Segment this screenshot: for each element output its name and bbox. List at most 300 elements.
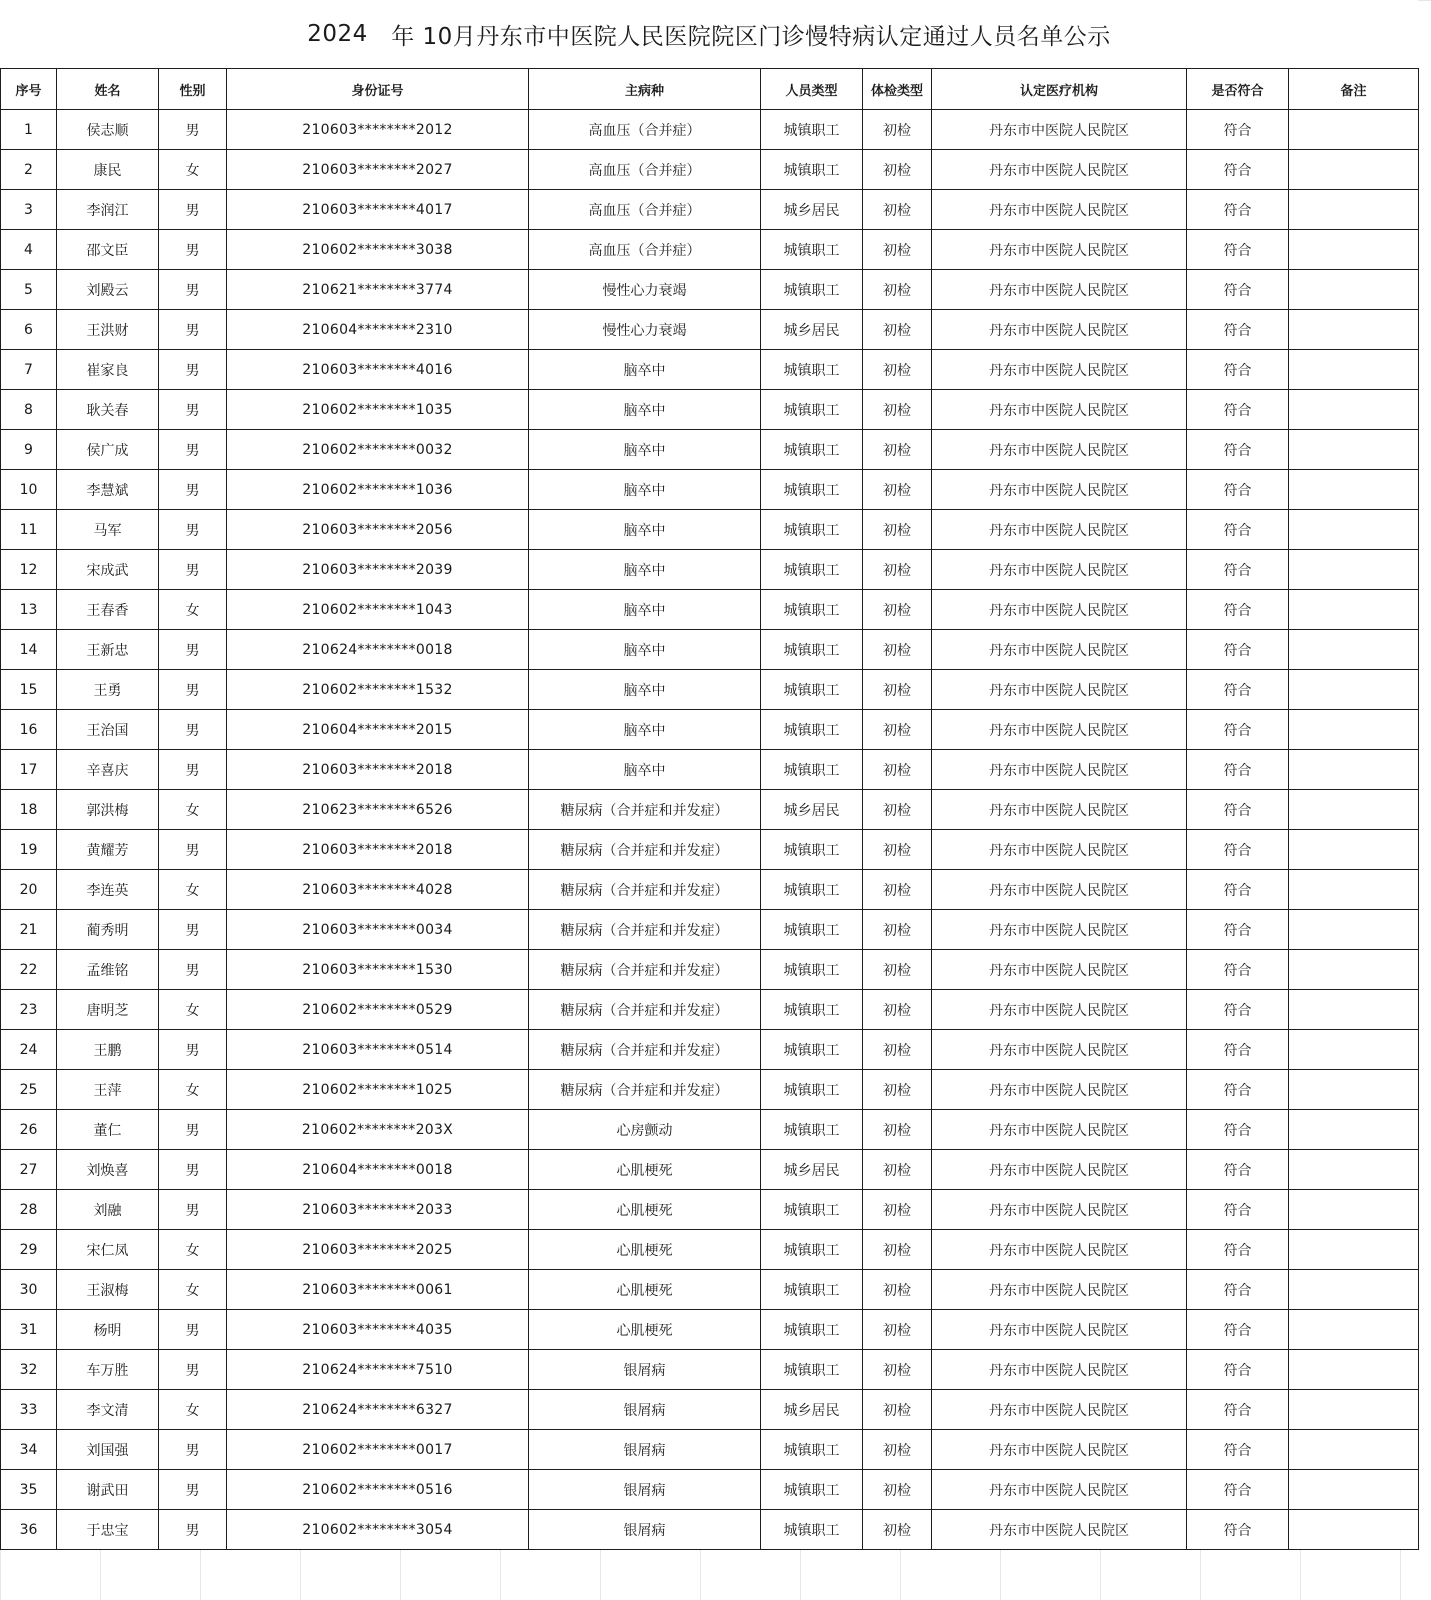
cell-gender[interactable]: 男 [159, 1030, 227, 1070]
cell-main-disease[interactable]: 心肌梗死 [529, 1230, 761, 1270]
cell-gender[interactable]: 女 [159, 150, 227, 190]
cell-gender[interactable]: 男 [159, 430, 227, 470]
header-qualified[interactable]: 是否符合 [1187, 69, 1289, 110]
cell-id-number[interactable]: 210602********203X [227, 1110, 529, 1150]
cell-seq[interactable]: 20 [1, 870, 57, 910]
cell-remarks[interactable] [1289, 1470, 1419, 1510]
cell-seq[interactable]: 23 [1, 990, 57, 1030]
cell-gender[interactable]: 男 [159, 350, 227, 390]
cell-seq[interactable]: 7 [1, 350, 57, 390]
header-person-type[interactable]: 人员类型 [761, 69, 863, 110]
cell-qualified[interactable]: 符合 [1187, 1350, 1289, 1390]
cell-exam-type[interactable]: 初检 [863, 910, 932, 950]
cell-institution[interactable]: 丹东市中医院人民院区 [932, 950, 1187, 990]
cell-person-type[interactable]: 城镇职工 [761, 390, 863, 430]
cell-person-type[interactable]: 城镇职工 [761, 1310, 863, 1350]
cell-person-type[interactable]: 城镇职工 [761, 1270, 863, 1310]
cell-seq[interactable]: 24 [1, 1030, 57, 1070]
cell-exam-type[interactable]: 初检 [863, 950, 932, 990]
cell-remarks[interactable] [1289, 1310, 1419, 1350]
cell-main-disease[interactable]: 脑卒中 [529, 350, 761, 390]
cell-person-type[interactable]: 城镇职工 [761, 710, 863, 750]
cell-name[interactable]: 侯志顺 [57, 110, 159, 150]
cell-person-type[interactable]: 城镇职工 [761, 1230, 863, 1270]
cell-remarks[interactable] [1289, 1430, 1419, 1470]
cell-remarks[interactable] [1289, 750, 1419, 790]
cell-seq[interactable]: 6 [1, 310, 57, 350]
cell-institution[interactable]: 丹东市中医院人民院区 [932, 150, 1187, 190]
cell-id-number[interactable]: 210603********0061 [227, 1270, 529, 1310]
cell-id-number[interactable]: 210603********2018 [227, 750, 529, 790]
cell-gender[interactable]: 女 [159, 590, 227, 630]
cell-main-disease[interactable]: 心肌梗死 [529, 1150, 761, 1190]
cell-qualified[interactable]: 符合 [1187, 710, 1289, 750]
cell-name[interactable]: 谢武田 [57, 1470, 159, 1510]
cell-remarks[interactable] [1289, 390, 1419, 430]
cell-main-disease[interactable]: 心肌梗死 [529, 1270, 761, 1310]
cell-main-disease[interactable]: 脑卒中 [529, 670, 761, 710]
cell-id-number[interactable]: 210621********3774 [227, 270, 529, 310]
cell-qualified[interactable]: 符合 [1187, 1110, 1289, 1150]
cell-institution[interactable]: 丹东市中医院人民院区 [932, 870, 1187, 910]
cell-id-number[interactable]: 210603********2018 [227, 830, 529, 870]
cell-qualified[interactable]: 符合 [1187, 870, 1289, 910]
cell-person-type[interactable]: 城乡居民 [761, 190, 863, 230]
cell-seq[interactable]: 11 [1, 510, 57, 550]
cell-exam-type[interactable]: 初检 [863, 1110, 932, 1150]
cell-name[interactable]: 王治国 [57, 710, 159, 750]
cell-main-disease[interactable]: 心肌梗死 [529, 1190, 761, 1230]
cell-seq[interactable]: 19 [1, 830, 57, 870]
cell-gender[interactable]: 女 [159, 1390, 227, 1430]
cell-institution[interactable]: 丹东市中医院人民院区 [932, 350, 1187, 390]
cell-remarks[interactable] [1289, 1510, 1419, 1550]
cell-seq[interactable]: 8 [1, 390, 57, 430]
cell-id-number[interactable]: 210604********2015 [227, 710, 529, 750]
cell-main-disease[interactable]: 高血压（合并症） [529, 230, 761, 270]
cell-remarks[interactable] [1289, 310, 1419, 350]
cell-qualified[interactable]: 符合 [1187, 270, 1289, 310]
cell-exam-type[interactable]: 初检 [863, 150, 932, 190]
cell-institution[interactable]: 丹东市中医院人民院区 [932, 1310, 1187, 1350]
cell-name[interactable]: 耿关春 [57, 390, 159, 430]
cell-qualified[interactable]: 符合 [1187, 590, 1289, 630]
cell-gender[interactable]: 男 [159, 670, 227, 710]
cell-exam-type[interactable]: 初检 [863, 1470, 932, 1510]
cell-gender[interactable]: 男 [159, 1310, 227, 1350]
cell-gender[interactable]: 男 [159, 1150, 227, 1190]
cell-name[interactable]: 宋仁凤 [57, 1230, 159, 1270]
cell-qualified[interactable]: 符合 [1187, 950, 1289, 990]
cell-qualified[interactable]: 符合 [1187, 470, 1289, 510]
cell-gender[interactable]: 男 [159, 950, 227, 990]
cell-remarks[interactable] [1289, 710, 1419, 750]
cell-seq[interactable]: 15 [1, 670, 57, 710]
cell-qualified[interactable]: 符合 [1187, 670, 1289, 710]
cell-exam-type[interactable]: 初检 [863, 550, 932, 590]
cell-exam-type[interactable]: 初检 [863, 670, 932, 710]
cell-id-number[interactable]: 210603********2025 [227, 1230, 529, 1270]
cell-id-number[interactable]: 210602********1025 [227, 1070, 529, 1110]
cell-remarks[interactable] [1289, 670, 1419, 710]
cell-seq[interactable]: 34 [1, 1430, 57, 1470]
cell-main-disease[interactable]: 慢性心力衰竭 [529, 270, 761, 310]
cell-person-type[interactable]: 城镇职工 [761, 830, 863, 870]
cell-institution[interactable]: 丹东市中医院人民院区 [932, 790, 1187, 830]
cell-person-type[interactable]: 城镇职工 [761, 1430, 863, 1470]
cell-name[interactable]: 侯广成 [57, 430, 159, 470]
cell-remarks[interactable] [1289, 270, 1419, 310]
cell-id-number[interactable]: 210604********2310 [227, 310, 529, 350]
cell-qualified[interactable]: 符合 [1187, 1230, 1289, 1270]
cell-name[interactable]: 王洪财 [57, 310, 159, 350]
cell-name[interactable]: 孟维铭 [57, 950, 159, 990]
cell-seq[interactable]: 10 [1, 470, 57, 510]
cell-exam-type[interactable]: 初检 [863, 790, 932, 830]
cell-seq[interactable]: 33 [1, 1390, 57, 1430]
cell-person-type[interactable]: 城镇职工 [761, 110, 863, 150]
cell-id-number[interactable]: 210604********0018 [227, 1150, 529, 1190]
cell-exam-type[interactable]: 初检 [863, 190, 932, 230]
cell-seq[interactable]: 36 [1, 1510, 57, 1550]
cell-qualified[interactable]: 符合 [1187, 1270, 1289, 1310]
cell-institution[interactable]: 丹东市中医院人民院区 [932, 1230, 1187, 1270]
cell-exam-type[interactable]: 初检 [863, 1350, 932, 1390]
cell-person-type[interactable]: 城镇职工 [761, 510, 863, 550]
cell-person-type[interactable]: 城乡居民 [761, 1390, 863, 1430]
cell-main-disease[interactable]: 脑卒中 [529, 590, 761, 630]
cell-person-type[interactable]: 城镇职工 [761, 1110, 863, 1150]
cell-gender[interactable]: 男 [159, 270, 227, 310]
cell-name[interactable]: 郭洪梅 [57, 790, 159, 830]
cell-main-disease[interactable]: 脑卒中 [529, 390, 761, 430]
cell-main-disease[interactable]: 糖尿病（合并症和并发症） [529, 830, 761, 870]
cell-exam-type[interactable]: 初检 [863, 470, 932, 510]
cell-name[interactable]: 刘殿云 [57, 270, 159, 310]
cell-id-number[interactable]: 210602********0516 [227, 1470, 529, 1510]
cell-main-disease[interactable]: 脑卒中 [529, 470, 761, 510]
cell-remarks[interactable] [1289, 590, 1419, 630]
cell-gender[interactable]: 男 [159, 390, 227, 430]
cell-gender[interactable]: 女 [159, 1270, 227, 1310]
cell-main-disease[interactable]: 糖尿病（合并症和并发症） [529, 790, 761, 830]
cell-qualified[interactable]: 符合 [1187, 110, 1289, 150]
cell-remarks[interactable] [1289, 190, 1419, 230]
cell-institution[interactable]: 丹东市中医院人民院区 [932, 1390, 1187, 1430]
cell-main-disease[interactable]: 脑卒中 [529, 710, 761, 750]
cell-name[interactable]: 杨明 [57, 1310, 159, 1350]
cell-qualified[interactable]: 符合 [1187, 310, 1289, 350]
cell-person-type[interactable]: 城镇职工 [761, 270, 863, 310]
cell-institution[interactable]: 丹东市中医院人民院区 [932, 750, 1187, 790]
cell-id-number[interactable]: 210624********7510 [227, 1350, 529, 1390]
cell-institution[interactable]: 丹东市中医院人民院区 [932, 1510, 1187, 1550]
cell-exam-type[interactable]: 初检 [863, 1430, 932, 1470]
cell-name[interactable]: 宋成武 [57, 550, 159, 590]
cell-exam-type[interactable]: 初检 [863, 750, 932, 790]
cell-institution[interactable]: 丹东市中医院人民院区 [932, 230, 1187, 270]
cell-id-number[interactable]: 210602********1036 [227, 470, 529, 510]
cell-id-number[interactable]: 210603********2039 [227, 550, 529, 590]
cell-main-disease[interactable]: 糖尿病（合并症和并发症） [529, 950, 761, 990]
cell-id-number[interactable]: 210602********0032 [227, 430, 529, 470]
cell-seq[interactable]: 3 [1, 190, 57, 230]
cell-remarks[interactable] [1289, 990, 1419, 1030]
cell-main-disease[interactable]: 高血压（合并症） [529, 110, 761, 150]
cell-institution[interactable]: 丹东市中医院人民院区 [932, 390, 1187, 430]
cell-person-type[interactable]: 城镇职工 [761, 1350, 863, 1390]
cell-remarks[interactable] [1289, 1350, 1419, 1390]
cell-name[interactable]: 王萍 [57, 1070, 159, 1110]
cell-name[interactable]: 康民 [57, 150, 159, 190]
cell-qualified[interactable]: 符合 [1187, 1430, 1289, 1470]
cell-exam-type[interactable]: 初检 [863, 110, 932, 150]
cell-gender[interactable]: 男 [159, 1430, 227, 1470]
cell-remarks[interactable] [1289, 150, 1419, 190]
cell-id-number[interactable]: 210602********3054 [227, 1510, 529, 1550]
cell-qualified[interactable]: 符合 [1187, 150, 1289, 190]
cell-remarks[interactable] [1289, 910, 1419, 950]
cell-institution[interactable]: 丹东市中医院人民院区 [932, 110, 1187, 150]
cell-person-type[interactable]: 城镇职工 [761, 1070, 863, 1110]
cell-id-number[interactable]: 210603********0034 [227, 910, 529, 950]
cell-id-number[interactable]: 210603********4017 [227, 190, 529, 230]
cell-gender[interactable]: 男 [159, 470, 227, 510]
cell-seq[interactable]: 31 [1, 1310, 57, 1350]
cell-qualified[interactable]: 符合 [1187, 830, 1289, 870]
cell-remarks[interactable] [1289, 790, 1419, 830]
cell-person-type[interactable]: 城镇职工 [761, 1030, 863, 1070]
cell-exam-type[interactable]: 初检 [863, 630, 932, 670]
cell-remarks[interactable] [1289, 1270, 1419, 1310]
cell-institution[interactable]: 丹东市中医院人民院区 [932, 830, 1187, 870]
cell-institution[interactable]: 丹东市中医院人民院区 [932, 710, 1187, 750]
cell-main-disease[interactable]: 心房颤动 [529, 1110, 761, 1150]
cell-id-number[interactable]: 210603********4028 [227, 870, 529, 910]
cell-name[interactable]: 蔺秀明 [57, 910, 159, 950]
header-remarks[interactable]: 备注 [1289, 69, 1419, 110]
cell-seq[interactable]: 4 [1, 230, 57, 270]
cell-person-type[interactable]: 城镇职工 [761, 670, 863, 710]
cell-institution[interactable]: 丹东市中医院人民院区 [932, 1150, 1187, 1190]
cell-gender[interactable]: 男 [159, 1350, 227, 1390]
cell-person-type[interactable]: 城镇职工 [761, 950, 863, 990]
cell-gender[interactable]: 男 [159, 910, 227, 950]
cell-institution[interactable]: 丹东市中医院人民院区 [932, 1270, 1187, 1310]
cell-exam-type[interactable]: 初检 [863, 990, 932, 1030]
cell-qualified[interactable]: 符合 [1187, 630, 1289, 670]
cell-gender[interactable]: 男 [159, 830, 227, 870]
cell-exam-type[interactable]: 初检 [863, 830, 932, 870]
cell-person-type[interactable]: 城镇职工 [761, 590, 863, 630]
cell-person-type[interactable]: 城镇职工 [761, 630, 863, 670]
cell-id-number[interactable]: 210603********0514 [227, 1030, 529, 1070]
cell-remarks[interactable] [1289, 870, 1419, 910]
cell-gender[interactable]: 男 [159, 310, 227, 350]
cell-main-disease[interactable]: 糖尿病（合并症和并发症） [529, 990, 761, 1030]
cell-main-disease[interactable]: 银屑病 [529, 1350, 761, 1390]
cell-institution[interactable]: 丹东市中医院人民院区 [932, 430, 1187, 470]
cell-gender[interactable]: 男 [159, 190, 227, 230]
cell-gender[interactable]: 女 [159, 1230, 227, 1270]
cell-qualified[interactable]: 符合 [1187, 750, 1289, 790]
cell-person-type[interactable]: 城镇职工 [761, 350, 863, 390]
cell-institution[interactable]: 丹东市中医院人民院区 [932, 910, 1187, 950]
cell-qualified[interactable]: 符合 [1187, 430, 1289, 470]
header-gender[interactable]: 性别 [159, 69, 227, 110]
cell-institution[interactable]: 丹东市中医院人民院区 [932, 630, 1187, 670]
cell-person-type[interactable]: 城乡居民 [761, 1150, 863, 1190]
cell-exam-type[interactable]: 初检 [863, 1030, 932, 1070]
cell-qualified[interactable]: 符合 [1187, 350, 1289, 390]
cell-name[interactable]: 黄耀芳 [57, 830, 159, 870]
cell-qualified[interactable]: 符合 [1187, 990, 1289, 1030]
cell-institution[interactable]: 丹东市中医院人民院区 [932, 1470, 1187, 1510]
cell-seq[interactable]: 22 [1, 950, 57, 990]
cell-name[interactable]: 刘融 [57, 1190, 159, 1230]
cell-exam-type[interactable]: 初检 [863, 1230, 932, 1270]
cell-qualified[interactable]: 符合 [1187, 390, 1289, 430]
cell-name[interactable]: 于忠宝 [57, 1510, 159, 1550]
cell-remarks[interactable] [1289, 1390, 1419, 1430]
cell-gender[interactable]: 男 [159, 110, 227, 150]
cell-institution[interactable]: 丹东市中医院人民院区 [932, 470, 1187, 510]
cell-qualified[interactable]: 符合 [1187, 1390, 1289, 1430]
cell-remarks[interactable] [1289, 470, 1419, 510]
cell-qualified[interactable]: 符合 [1187, 550, 1289, 590]
cell-name[interactable]: 李润江 [57, 190, 159, 230]
cell-id-number[interactable]: 210603********2033 [227, 1190, 529, 1230]
cell-seq[interactable]: 12 [1, 550, 57, 590]
cell-main-disease[interactable]: 糖尿病（合并症和并发症） [529, 1070, 761, 1110]
cell-name[interactable]: 辛喜庆 [57, 750, 159, 790]
cell-remarks[interactable] [1289, 1230, 1419, 1270]
cell-seq[interactable]: 14 [1, 630, 57, 670]
cell-name[interactable]: 王新忠 [57, 630, 159, 670]
cell-name[interactable]: 董仁 [57, 1110, 159, 1150]
cell-name[interactable]: 李文清 [57, 1390, 159, 1430]
cell-name[interactable]: 王鹏 [57, 1030, 159, 1070]
cell-main-disease[interactable]: 慢性心力衰竭 [529, 310, 761, 350]
cell-remarks[interactable] [1289, 1190, 1419, 1230]
cell-institution[interactable]: 丹东市中医院人民院区 [932, 1190, 1187, 1230]
cell-id-number[interactable]: 210623********6526 [227, 790, 529, 830]
cell-main-disease[interactable]: 脑卒中 [529, 630, 761, 670]
cell-remarks[interactable] [1289, 1150, 1419, 1190]
cell-remarks[interactable] [1289, 110, 1419, 150]
cell-exam-type[interactable]: 初检 [863, 1270, 932, 1310]
cell-qualified[interactable]: 符合 [1187, 1310, 1289, 1350]
cell-person-type[interactable]: 城镇职工 [761, 1190, 863, 1230]
cell-id-number[interactable]: 210603********1530 [227, 950, 529, 990]
cell-remarks[interactable] [1289, 350, 1419, 390]
cell-gender[interactable]: 男 [159, 750, 227, 790]
cell-remarks[interactable] [1289, 1070, 1419, 1110]
cell-person-type[interactable]: 城镇职工 [761, 990, 863, 1030]
cell-exam-type[interactable]: 初检 [863, 270, 932, 310]
cell-institution[interactable]: 丹东市中医院人民院区 [932, 1430, 1187, 1470]
cell-seq[interactable]: 13 [1, 590, 57, 630]
cell-exam-type[interactable]: 初检 [863, 1070, 932, 1110]
cell-remarks[interactable] [1289, 510, 1419, 550]
cell-seq[interactable]: 9 [1, 430, 57, 470]
cell-institution[interactable]: 丹东市中医院人民院区 [932, 670, 1187, 710]
cell-seq[interactable]: 2 [1, 150, 57, 190]
cell-exam-type[interactable]: 初检 [863, 390, 932, 430]
cell-name[interactable]: 王淑梅 [57, 1270, 159, 1310]
cell-seq[interactable]: 25 [1, 1070, 57, 1110]
cell-name[interactable]: 邵文臣 [57, 230, 159, 270]
cell-main-disease[interactable]: 脑卒中 [529, 750, 761, 790]
cell-name[interactable]: 唐明芝 [57, 990, 159, 1030]
cell-person-type[interactable]: 城镇职工 [761, 550, 863, 590]
cell-remarks[interactable] [1289, 1110, 1419, 1150]
cell-qualified[interactable]: 符合 [1187, 510, 1289, 550]
header-seq[interactable]: 序号 [1, 69, 57, 110]
cell-exam-type[interactable]: 初检 [863, 430, 932, 470]
cell-gender[interactable]: 男 [159, 630, 227, 670]
cell-main-disease[interactable]: 银屑病 [529, 1510, 761, 1550]
cell-institution[interactable]: 丹东市中医院人民院区 [932, 270, 1187, 310]
cell-qualified[interactable]: 符合 [1187, 1190, 1289, 1230]
cell-exam-type[interactable]: 初检 [863, 710, 932, 750]
cell-exam-type[interactable]: 初检 [863, 590, 932, 630]
cell-main-disease[interactable]: 脑卒中 [529, 510, 761, 550]
cell-person-type[interactable]: 城镇职工 [761, 870, 863, 910]
cell-main-disease[interactable]: 银屑病 [529, 1390, 761, 1430]
cell-qualified[interactable]: 符合 [1187, 230, 1289, 270]
cell-exam-type[interactable]: 初检 [863, 1310, 932, 1350]
cell-seq[interactable]: 16 [1, 710, 57, 750]
cell-seq[interactable]: 26 [1, 1110, 57, 1150]
cell-id-number[interactable]: 210603********2012 [227, 110, 529, 150]
cell-id-number[interactable]: 210624********0018 [227, 630, 529, 670]
cell-id-number[interactable]: 210602********0529 [227, 990, 529, 1030]
cell-gender[interactable]: 男 [159, 550, 227, 590]
cell-seq[interactable]: 21 [1, 910, 57, 950]
cell-id-number[interactable]: 210603********4035 [227, 1310, 529, 1350]
cell-name[interactable]: 车万胜 [57, 1350, 159, 1390]
cell-person-type[interactable]: 城乡居民 [761, 310, 863, 350]
cell-seq[interactable]: 29 [1, 1230, 57, 1270]
cell-person-type[interactable]: 城镇职工 [761, 150, 863, 190]
cell-exam-type[interactable]: 初检 [863, 1150, 932, 1190]
cell-person-type[interactable]: 城镇职工 [761, 1510, 863, 1550]
cell-person-type[interactable]: 城镇职工 [761, 430, 863, 470]
cell-gender[interactable]: 男 [159, 710, 227, 750]
cell-seq[interactable]: 1 [1, 110, 57, 150]
cell-id-number[interactable]: 210602********3038 [227, 230, 529, 270]
cell-person-type[interactable]: 城乡居民 [761, 790, 863, 830]
cell-gender[interactable]: 女 [159, 790, 227, 830]
cell-id-number[interactable]: 210602********1043 [227, 590, 529, 630]
cell-institution[interactable]: 丹东市中医院人民院区 [932, 1030, 1187, 1070]
cell-main-disease[interactable]: 银屑病 [529, 1470, 761, 1510]
header-name[interactable]: 姓名 [57, 69, 159, 110]
cell-name[interactable]: 刘焕喜 [57, 1150, 159, 1190]
cell-person-type[interactable]: 城镇职工 [761, 230, 863, 270]
cell-remarks[interactable] [1289, 950, 1419, 990]
cell-name[interactable]: 李慧斌 [57, 470, 159, 510]
cell-seq[interactable]: 18 [1, 790, 57, 830]
cell-qualified[interactable]: 符合 [1187, 1070, 1289, 1110]
cell-seq[interactable]: 30 [1, 1270, 57, 1310]
cell-main-disease[interactable]: 脑卒中 [529, 550, 761, 590]
cell-gender[interactable]: 男 [159, 1110, 227, 1150]
cell-name[interactable]: 李连英 [57, 870, 159, 910]
cell-exam-type[interactable]: 初检 [863, 1390, 932, 1430]
cell-qualified[interactable]: 符合 [1187, 1510, 1289, 1550]
